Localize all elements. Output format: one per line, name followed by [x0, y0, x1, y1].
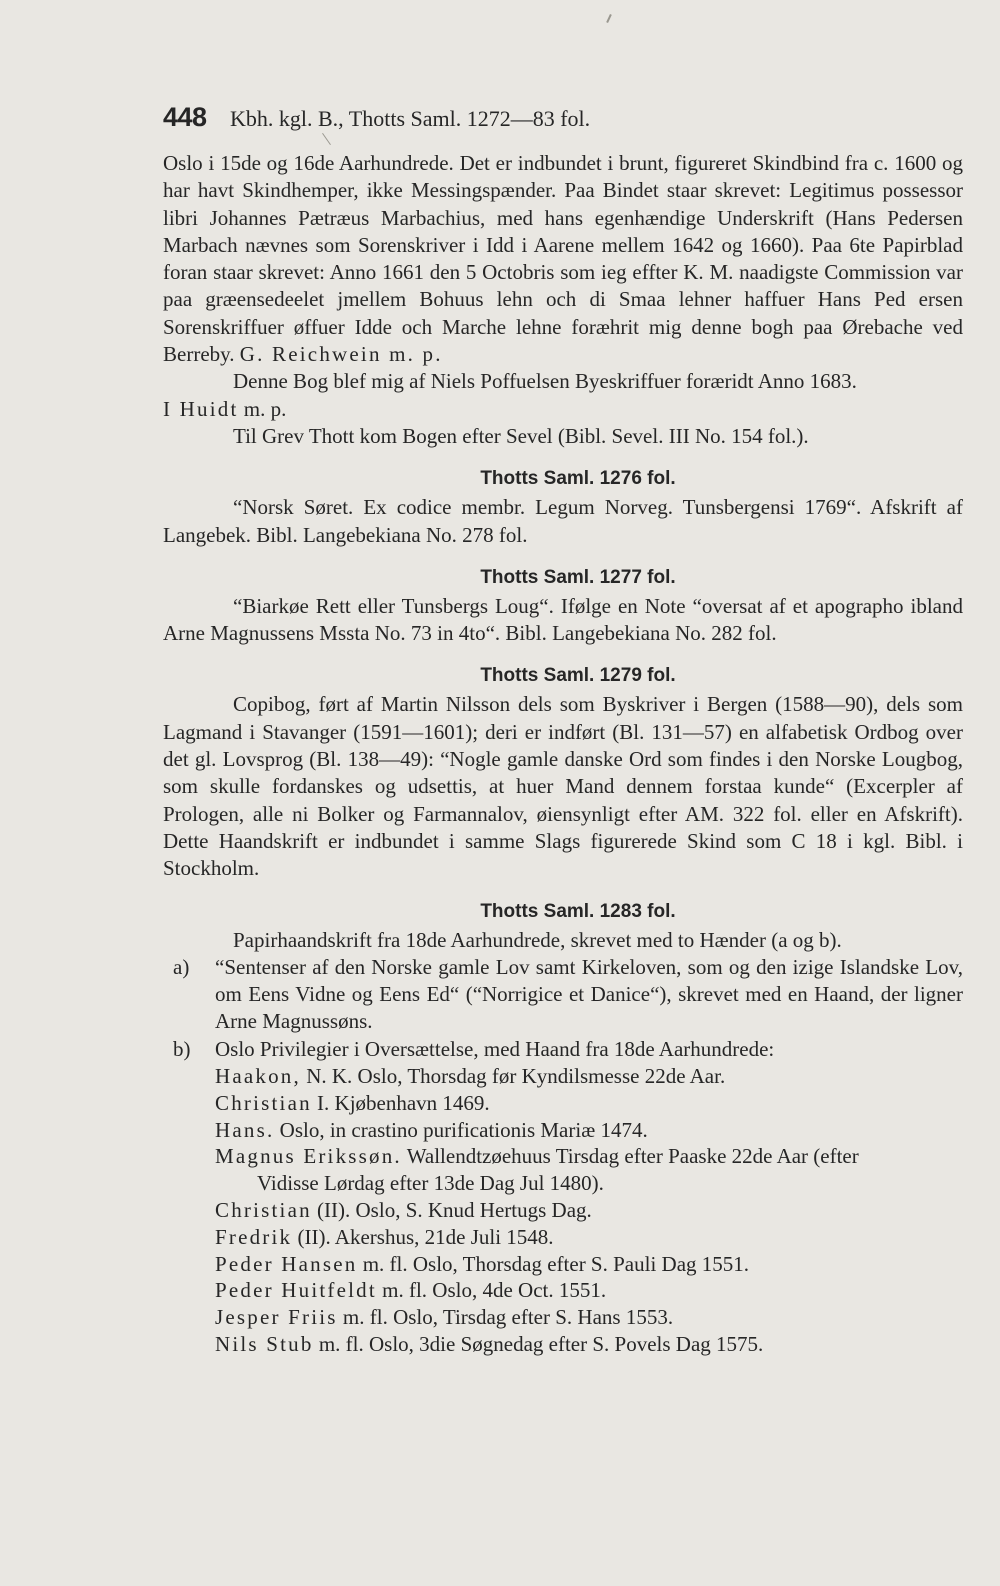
entry-name: Nils Stub — [215, 1331, 314, 1356]
privilege-entries — [215, 1063, 963, 1358]
entry-continuation: Vidisse Lørdag efter 13de Dag Jul 1480). — [257, 1171, 604, 1196]
item-marker: a) — [173, 954, 190, 979]
heading-1277: Thotts Saml. 1277 fol. — [480, 566, 676, 588]
list-item — [215, 1224, 963, 1251]
list-item — [215, 1117, 963, 1144]
entry-name: Christian — [215, 1090, 312, 1115]
list-item — [215, 1304, 963, 1331]
entry-name: Jesper Friis — [215, 1305, 338, 1330]
item-list — [163, 954, 963, 1063]
list-item — [215, 1090, 963, 1117]
item-text: Oslo Privilegier i Oversættelse, med Haand fra 18de Aarhundrede: — [215, 1036, 775, 1061]
heading-1283: Thotts Saml. 1283 fol. — [480, 900, 676, 922]
list-item-b — [163, 1036, 963, 1063]
entry-text: (II). Oslo, S. Knud Hertugs Dag. — [311, 1198, 592, 1222]
entry-text: N. K. Oslo, Thorsdag før Kyndilsmesse 22de Aar. — [300, 1064, 726, 1089]
entry-text: I. Kjøbenhavn 1469. — [311, 1090, 490, 1115]
text-1277: “Biarkøe Rett eller Tunsbergs Loug“. Ifølge en Note “oversat af et apographo ibland Arne Magnussens Mssta No. 73 in 4to“. Bibl. Langebekiana No. 282 fol. — [163, 593, 963, 646]
entry-text: m. fl. Oslo, Tirsdag efter S. Hans 1553. — [337, 1305, 674, 1330]
page-number: 448 — [163, 102, 207, 132]
paper-speck — [606, 14, 612, 23]
text-1283: Papirhaandskrift fra 18de Aarhundrede, skrevet med to Hænder (a og b). — [233, 927, 842, 952]
entry-text: m. fl. Oslo, 4de Oct. 1551. — [376, 1278, 607, 1303]
entry-name: Peder Huitfeldt — [215, 1278, 377, 1303]
thott-paragraph: Til Grev Thott kom Bogen efter Sevel (Bibl. Sevel. III No. 154 fol.). — [233, 423, 809, 448]
entry-text: Oslo, in crastino purificationis Mariæ 1474. — [274, 1117, 648, 1142]
item-text: “Sentenser af den Norske gamle Lov samt Kirkeloven, som og den izige Islandske Lov, om Eens Vidne og Eens Ed“ (“Norrigice et Danice“), skrevet med en Haand, der ligner Arne Magnussøns. — [215, 954, 963, 1034]
list-item — [215, 1143, 963, 1197]
entry-text: (II). Akershus, 21de Juli 1548. — [292, 1224, 554, 1249]
signature-reichwein: G. Reichwein m. p. — [239, 342, 443, 367]
page-header — [163, 100, 963, 140]
intro-text: Oslo i 15de og 16de Aarhundrede. Det er indbundet i brunt, figureret Skindbind fra c. 1600 og har havt Skindhemper, ikke Messingspænder. Paa Bindet staar skrevet: Legitimus possessor libri Johannes Pætræus Marbachius, med hans egenhændige Underskrift (Hans Pedersen Marbach nævnes som Sorenskriver i Idd i Aarene mellem 1642 og 1660). Paa 6te Papirblad foran staar skrevet: Anno 1661 den 5 Octobris som ieg effter K. M. naadigste Commission var paa græensedeelet jmellem Bohuus lehn och di Smaa lehner haffuer Hans Ped ersen Sorenskriffuer øffuer Idde och Marche lehne foræhrit mig denne bogh paa Ørebache ved Berreby. — [163, 151, 963, 367]
intro-paragraph — [163, 150, 963, 368]
list-item — [215, 1277, 963, 1304]
list-item — [215, 1251, 963, 1278]
text-1279: Copibog, ført af Martin Nilsson dels som Byskriver i Bergen (1588—90), dels som Lagmand i Stavanger (1591—1601); deri er indført (Bl. 131—57) en alfabetisk Ordbog over det gl. Lovsprog (Bl. 138—49): “Nogle gamle danske Ord som findes i den Norske Lougbog, som skulle fordanskes og udsettis, at huer Mand dennem forstaa kunde“ (Excerpler af Prologen, alle ni Bolker og Farmannalov, øiensynligt efter AM. 322 fol. eller en Afskrift). Dette Haandskrift er indbundet i samme Slags figurerede Skind som C 18 i kgl. Bibl. i Stockholm. — [163, 692, 963, 881]
list-item — [215, 1197, 963, 1224]
provenance-paragraph — [163, 368, 963, 423]
list-item — [215, 1063, 963, 1090]
entry-text: m. fl. Oslo, Thorsdag efter S. Pauli Dag 1551. — [357, 1251, 750, 1276]
list-item — [215, 1331, 963, 1358]
heading-1279: Thotts Saml. 1279 fol. — [480, 665, 676, 687]
page-body — [163, 150, 963, 1358]
heading-1276: Thotts Saml. 1276 fol. — [480, 468, 676, 490]
entry-name: Peder Hansen — [215, 1251, 358, 1276]
entry-text: Wallendtzøehuus Tirsdag efter Paaske 22de Aar (efter — [401, 1144, 859, 1169]
item-marker: b) — [173, 1036, 191, 1061]
signature-huidt-rest: m. p. — [238, 396, 287, 421]
text-1276: “Norsk Søret. Ex codice membr. Legum Norveg. Tunsbergensi 1769“. Afskrift af Langebek. Bibl. Langebekiana No. 278 fol. — [163, 495, 963, 547]
entry-text: m. fl. Oslo, 3die Søgnedag efter S. Povels Dag 1575. — [313, 1331, 764, 1356]
provenance-text: Denne Bog blef mig af Niels Poffuelsen Byeskriffuer foræridt Anno 1683. — [233, 369, 857, 394]
entry-name: Christian — [215, 1198, 312, 1222]
list-item-a — [163, 954, 963, 1036]
entry-name: Magnus Erikssøn. — [215, 1144, 402, 1169]
entry-name: Haakon, — [215, 1064, 301, 1089]
signature-huidt-name: I Huidt — [163, 396, 239, 421]
entry-name: Hans. — [215, 1117, 275, 1142]
entry-name: Fredrik — [215, 1224, 293, 1249]
running-head: Kbh. kgl. B., Thotts Saml. 1272—83 fol. — [230, 106, 591, 131]
